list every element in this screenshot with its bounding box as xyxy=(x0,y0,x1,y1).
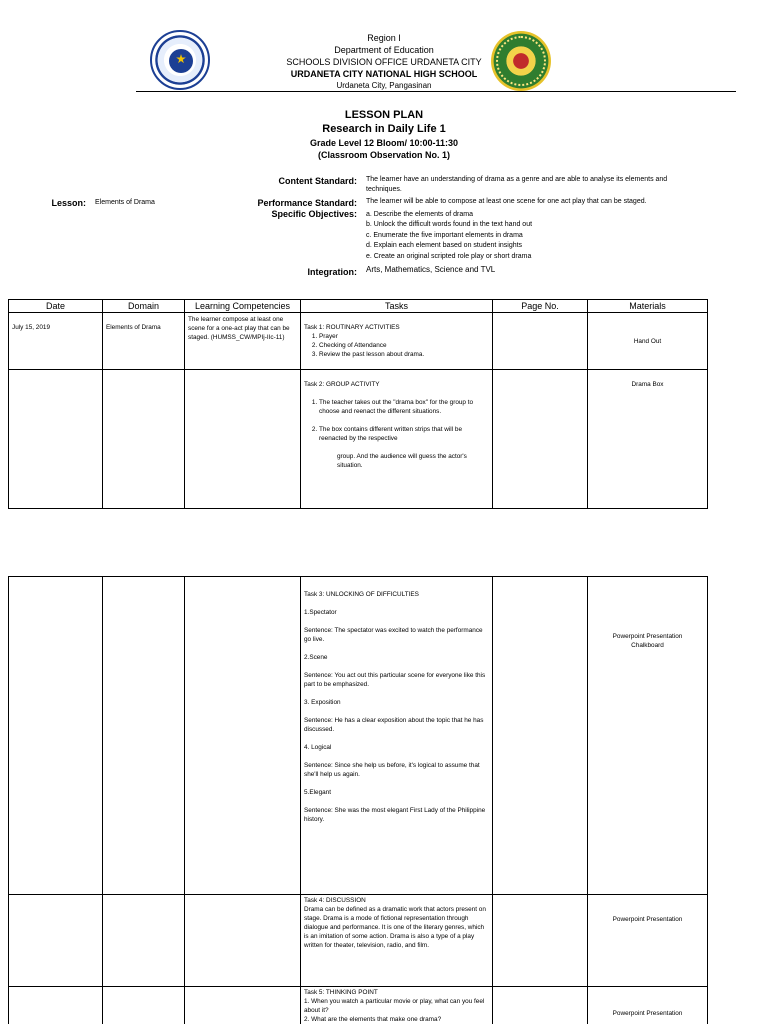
integration-label: Integration: xyxy=(307,267,357,277)
header-page-no: Page No. xyxy=(493,300,588,313)
header-department: Department of Education xyxy=(334,45,434,55)
cell-page-no xyxy=(493,577,588,895)
header-rule xyxy=(136,91,736,92)
header-date: Date xyxy=(9,300,103,313)
lesson-table-1 xyxy=(8,299,708,509)
task-3-sentence: Sentence: The spectator was excited to watch the performance go live. xyxy=(304,627,483,643)
materials-item: Chalkboard xyxy=(631,642,664,649)
cell-domain xyxy=(103,987,185,1024)
cell-task-5 xyxy=(301,987,493,1024)
lesson-plan-title: LESSON PLAN xyxy=(344,109,424,121)
cell-task-2 xyxy=(301,370,493,509)
task-2-title: Task 2: GROUP ACTIVITY xyxy=(304,381,380,388)
cell-date xyxy=(9,370,103,509)
task-5-question: 2. What are the elements that make one drama? xyxy=(304,1016,442,1023)
task-1-item: 1. Prayer xyxy=(319,332,489,341)
header-address: Urdaneta City, Pangasinan xyxy=(336,81,432,90)
lesson-label: Lesson: xyxy=(51,198,86,208)
task-3-sentence: Sentence: He has a clear exposition about the topic that he has discussed. xyxy=(304,717,484,733)
lesson-table-2 xyxy=(8,576,708,1024)
table-row xyxy=(9,370,708,509)
header-division: SCHOOLS DIVISION OFFICE URDANETA CITY xyxy=(286,57,482,67)
task-3-sentence: Sentence: Since she help us before, it's logical to assume that she'll help us again. xyxy=(304,762,480,778)
table-header-row xyxy=(9,300,708,313)
cell-task-4 xyxy=(301,895,493,987)
task-2-item: 2. The box contains different written strips that will be reenacted by the respective xyxy=(319,425,489,443)
subject-title: Research in Daily Life 1 xyxy=(322,123,446,135)
task-3-sentence: Sentence: She was the most elegant First Lady of the Philippine history. xyxy=(304,807,486,823)
objective-a: a. Describe the elements of drama xyxy=(366,211,473,218)
cell-date xyxy=(9,577,103,895)
objective-c: c. Enumerate the five important elements in drama xyxy=(366,232,523,239)
task-3-title: Task 3: UNLOCKING OF DIFFICULTIES xyxy=(304,591,419,598)
materials-item: Powerpoint Presentation xyxy=(612,633,683,640)
header-school: URDANETA CITY NATIONAL HIGH SCHOOL xyxy=(290,69,478,79)
performance-standard-value: The learner will be able to compose at least one scene for one act play that can be staged. xyxy=(366,198,647,205)
performance-standard-label: Performance Standard: xyxy=(257,198,357,208)
cell-domain xyxy=(103,895,185,987)
cell-competency xyxy=(185,895,301,987)
content-standard-value: The learner have an understanding of drama as a genre and are able to analyse its elements and techniques. xyxy=(366,176,668,193)
cell-materials: Hand Out xyxy=(588,313,708,370)
cell-competency xyxy=(185,370,301,509)
cell-materials: Powerpoint Presentation xyxy=(588,895,708,987)
header-domain: Domain xyxy=(103,300,185,313)
objective-e: e. Create an original scripted role play or short drama xyxy=(366,253,532,260)
cell-page-no xyxy=(493,895,588,987)
cell-task-1 xyxy=(301,313,493,370)
task-3-word: 3. Exposition xyxy=(304,699,341,706)
cell-competency: The learner compose at least one scene for a one-act play that can be staged. (HUMSS_CW/MPIj-IIc-11) xyxy=(185,313,301,370)
integration-value: Arts, Mathematics, Science and TVL xyxy=(366,265,496,274)
cell-competency xyxy=(185,577,301,895)
task-3-word: 1.Spectator xyxy=(304,609,337,616)
header-competencies: Learning Competencies xyxy=(185,300,301,313)
cell-page-no xyxy=(493,313,588,370)
table-row xyxy=(9,895,708,987)
cell-materials xyxy=(588,577,708,895)
header-materials: Materials xyxy=(588,300,708,313)
task-2-continuation: group. And the audience will guess the actor's situation. xyxy=(337,453,467,469)
cell-domain: Elements of Drama xyxy=(103,313,185,370)
task-4-title: Task 4: DISCUSSION xyxy=(304,897,366,904)
cell-page-no xyxy=(493,370,588,509)
cell-domain xyxy=(103,577,185,895)
task-3-word: 2.Scene xyxy=(304,654,328,661)
table-row xyxy=(9,987,708,1024)
task-1-title: Task 1: ROUTINARY ACTIVITIES xyxy=(304,324,400,331)
task-5-question: 1. When you watch a particular movie or play, what can you feel about it? xyxy=(304,998,485,1014)
lesson-value: Elements of Drama xyxy=(95,199,155,206)
table-row xyxy=(9,577,708,895)
header-region: Region I xyxy=(367,33,401,43)
content-standard-label: Content Standard: xyxy=(278,176,357,186)
task-5-title: Task 5: THINKING POINT xyxy=(304,989,378,996)
cell-task-3 xyxy=(301,577,493,895)
grade-level: Grade Level 12 Bloom/ 10:00-11:30 xyxy=(309,138,459,148)
cell-date xyxy=(9,895,103,987)
objective-d: d. Explain each element based on student insights xyxy=(366,242,523,249)
cell-materials: Drama Box xyxy=(588,370,708,509)
cell-date xyxy=(9,987,103,1024)
cell-competency xyxy=(185,987,301,1024)
task-3-word: 4. Logical xyxy=(304,744,332,751)
header-tasks: Tasks xyxy=(301,300,493,313)
observation-number: (Classroom Observation No. 1) xyxy=(317,150,451,160)
task-2-item: 1. The teacher takes out the "drama box" for the group to choose and reenact the different situations. xyxy=(319,398,489,416)
task-1-item: 3. Review the past lesson about drama. xyxy=(319,350,489,359)
task-3-word: 5.Elegant xyxy=(304,789,332,796)
objective-b: b. Unlock the difficult words found in the text hand out xyxy=(366,221,533,228)
cell-materials: Powerpoint Presentation xyxy=(588,987,708,1024)
task-3-sentence: Sentence: You act out this particular scene for everyone like this part to be emphasized. xyxy=(304,672,486,688)
task-1-item: 2. Checking of Attendance xyxy=(319,341,489,350)
task-4-body: Drama can be defined as a dramatic work that actors present on stage. Drama is a mode of fictional representation through dialogue and performance. It is one of the literary genres, which is an imitation of some action. Drama is also a type of a play written for theater, television, radio, and film. xyxy=(304,906,486,949)
cell-date: July 15, 2019 xyxy=(9,313,103,370)
specific-objectives-label: Specific Objectives: xyxy=(271,209,357,219)
table-row xyxy=(9,313,708,370)
cell-page-no xyxy=(493,987,588,1024)
cell-domain xyxy=(103,370,185,509)
